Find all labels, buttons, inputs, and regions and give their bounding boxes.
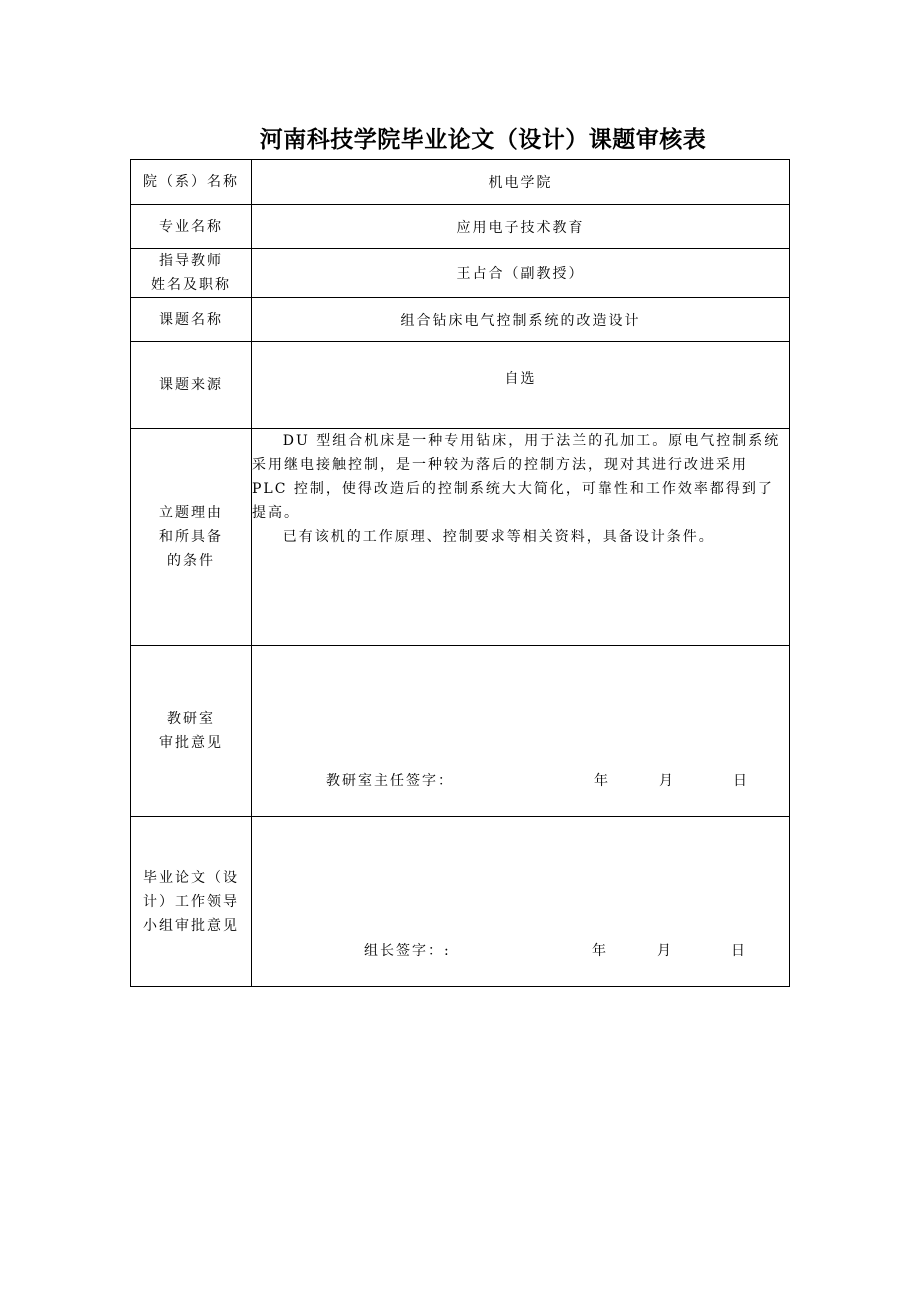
- reason-paragraph-1: DU 型组合机床是一种专用钻床，用于法兰的孔加工。原电气控制系统采用继电接触控制，是一种较为落后的控制方法，现对其进行改进采用 PLC 控制，使得改造后的控制系统大大简化，可靠性和工作效率都得到了提高。: [252, 433, 781, 521]
- row-department: [131, 160, 790, 205]
- group-year-label: 年: [592, 943, 608, 959]
- source-value: 自选: [504, 371, 537, 387]
- office-approval-cell: [252, 646, 790, 817]
- advisor-label-line2: 姓名及职称: [151, 277, 231, 293]
- advisor-label-line1: 指导教师: [159, 253, 223, 269]
- review-form-table: [130, 159, 790, 987]
- group-signature-label: 组长签字：:: [364, 943, 451, 959]
- office-label: [131, 646, 252, 817]
- source-cell: [252, 342, 790, 429]
- advisor-label: [131, 249, 252, 298]
- group-label-line1: 毕业论文（设: [143, 869, 239, 886]
- reason-label: [131, 429, 252, 646]
- office-month-label: 月: [659, 773, 675, 789]
- office-year-label: 年: [594, 773, 610, 789]
- source-label: 课题来源: [131, 342, 252, 429]
- group-approval-area: [252, 817, 789, 986]
- office-label-line2: 审批意见: [159, 735, 223, 751]
- reason-label-line1: 立题理由: [159, 505, 223, 521]
- group-month-label: 月: [657, 943, 673, 959]
- office-label-line1: 教研室: [167, 711, 215, 727]
- row-group-approval: [131, 817, 790, 987]
- reason-content: [252, 429, 790, 646]
- office-day-label: 日: [733, 773, 749, 789]
- topic-value: 组合钻床电气控制系统的改造设计: [252, 298, 790, 342]
- major-value: 应用电子技术教育: [252, 205, 790, 249]
- group-label-line3: 小组审批意见: [143, 917, 239, 934]
- row-major: [131, 205, 790, 249]
- group-label-line2: 计）工作领导: [143, 893, 239, 910]
- row-topic: [131, 298, 790, 342]
- office-approval-area: [252, 646, 789, 816]
- group-label: [131, 817, 252, 987]
- row-office-approval: [131, 646, 790, 817]
- reason-label-line3: 的条件: [167, 553, 215, 569]
- reason-label-line2: 和所具备: [159, 529, 223, 545]
- advisor-value: 王占合（副教授）: [252, 249, 790, 298]
- group-approval-cell: [252, 817, 790, 987]
- row-source: [131, 342, 790, 429]
- page-title: 河南科技学院毕业论文（设计）课题审核表: [259, 126, 707, 153]
- major-label: 专业名称: [131, 205, 252, 249]
- office-signature-line: [252, 770, 789, 792]
- row-reason: [131, 429, 790, 646]
- department-label: 院（系）名称: [131, 160, 252, 205]
- group-day-label: 日: [731, 943, 747, 959]
- reason-paragraph-2: 已有该机的工作原理、控制要求等相关资料，具备设计条件。: [282, 529, 715, 545]
- office-signature-label: 教研室主任签字：: [326, 773, 454, 789]
- group-signature-line: [252, 940, 789, 962]
- row-advisor: [131, 249, 790, 298]
- topic-label: 课题名称: [131, 298, 252, 342]
- department-value: 机电学院: [252, 160, 790, 205]
